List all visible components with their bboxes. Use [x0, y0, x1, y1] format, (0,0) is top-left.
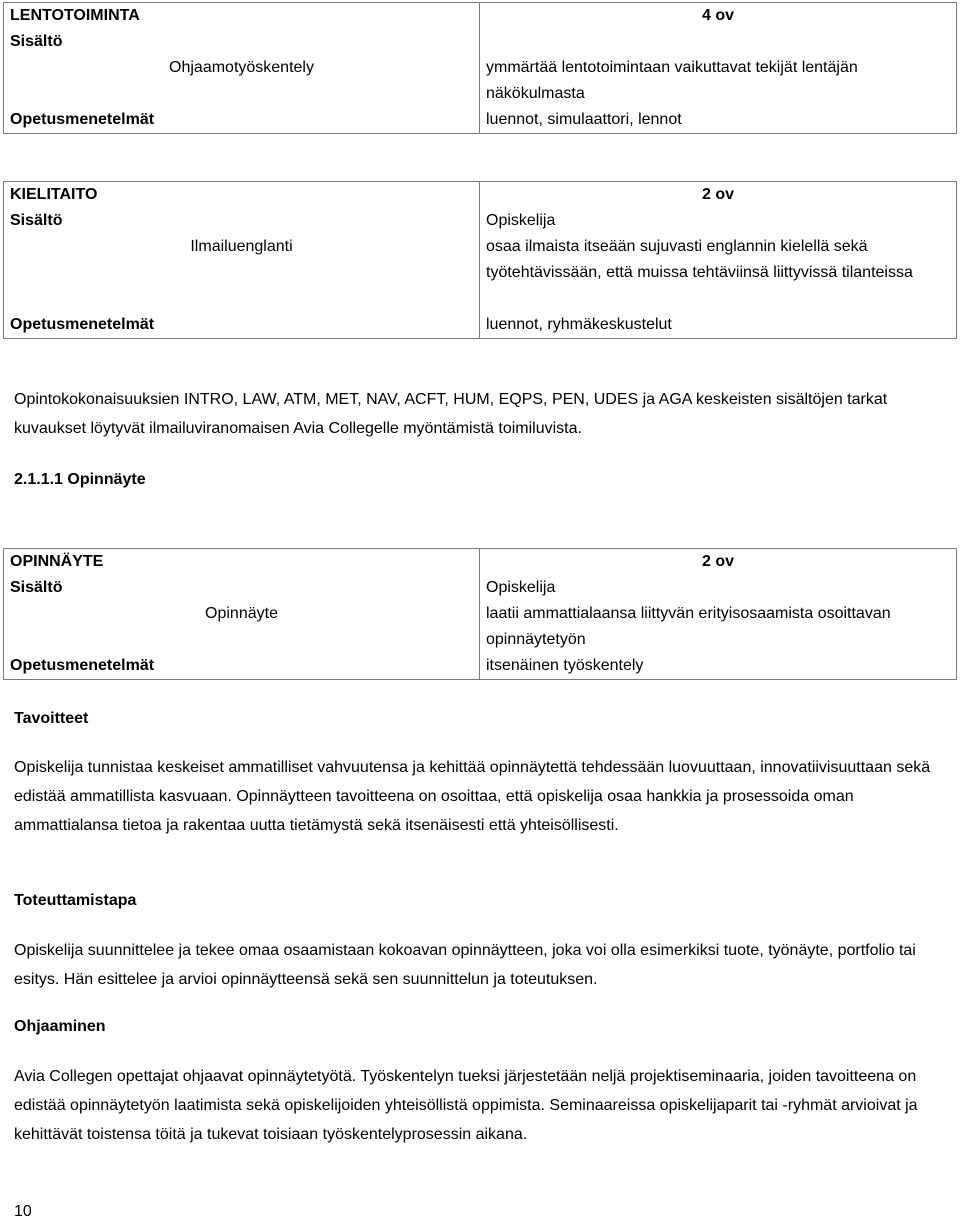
- credits-value: 2 ov: [701, 186, 734, 203]
- goals-heading: Tavoitteet: [14, 710, 89, 727]
- course-table-left-cell: [4, 182, 480, 339]
- goals-paragraph: Opiskelija tunnistaa keskeiset ammatilliset vahvuutensa ja kehittää opinnäytettä tehdessään luovuuttaan, innovatiivisuuttaan sekä edistää ammatillista kasvuaan. Opinnäytteen tavoitteena on osoittaa, että opiskelija osaa hankkia ja prosessoida oman ammattialansa tietoa ja rakentaa uutta tietämystä sekä itsenäisesti että yhteisöllisesti.: [14, 759, 931, 834]
- course-table-right-cell: [480, 3, 957, 134]
- methods-text: luennot, ryhmäkeskustelut: [486, 316, 672, 333]
- subject-name: Opinnäyte: [205, 605, 278, 622]
- methods-label: Opetusmenetelmät: [10, 316, 155, 333]
- content-text: ymmärtää lentotoimintaan vaikuttavat tekijät lentäjän näkökulmasta: [486, 59, 858, 102]
- methods-label: Opetusmenetelmät: [10, 657, 155, 674]
- student-label: Opiskelija: [486, 212, 556, 229]
- course-title: KIELITAITO: [10, 186, 98, 203]
- content-label: Sisältö: [10, 33, 63, 50]
- course-table-kielitaito: [3, 181, 957, 339]
- guidance-heading: Ohjaaminen: [14, 1018, 106, 1035]
- course-title: OPINNÄYTE: [10, 553, 104, 570]
- course-table-left-cell: [4, 549, 480, 680]
- page-number: 10: [14, 1203, 32, 1220]
- intro-paragraph: Opintokokonaisuuksien INTRO, LAW, ATM, MET, NAV, ACFT, HUM, EQPS, PEN, UDES ja AGA keskeisten sisältöjen tarkat kuvaukset löytyvät ilmailuviranomaisen Avia Collegelle myöntämistä toimiluvista.: [14, 391, 888, 437]
- content-label: Sisältö: [10, 212, 63, 229]
- methods-text: itsenäinen työskentely: [486, 657, 644, 674]
- content-text: osaa ilmaista itseään sujuvasti englannin kielellä sekä työtehtävissään, että muissa tehtäviinsä liittyvissä tilanteissa: [486, 238, 913, 281]
- course-title: LENTOTOIMINTA: [10, 7, 140, 24]
- credits-value: 4 ov: [701, 7, 734, 24]
- implementation-heading: Toteuttamistapa: [14, 892, 137, 909]
- course-table-right-cell: [480, 182, 957, 339]
- subject-name: Ilmailuenglanti: [190, 238, 293, 255]
- content-text: laatii ammattialaansa liittyvän erityisosaamista osoittavan opinnäytetyön: [486, 605, 891, 648]
- guidance-paragraph: Avia Collegen opettajat ohjaavat opinnäytetyötä. Työskentelyn tueksi järjestetään neljä projektiseminaaria, joiden tavoitteena on edistää opinnäytetyön laatimista sekä opiskelijoiden yhteisöllistä oppimista. Seminaareissa opiskelijaparit tai -ryhmät arvioivat ja kehittävät toistensa töitä ja tukevat toisiaan työskentelyprosessin aikana.: [14, 1068, 918, 1143]
- course-table-opinnayte: [3, 548, 957, 680]
- subject-name: Ohjaamotyöskentely: [169, 59, 314, 76]
- course-table-lentotoiminta: [3, 2, 957, 134]
- methods-label: Opetusmenetelmät: [10, 111, 155, 128]
- student-label: Opiskelija: [486, 579, 556, 596]
- section-heading: 2.1.1.1 Opinnäyte: [14, 471, 146, 488]
- implementation-paragraph: Opiskelija suunnittelee ja tekee omaa osaamistaan kokoavan opinnäytteen, joka voi olla esimerkiksi tuote, työnäyte, portfolio tai esitys. Hän esittelee ja arvioi opinnäytteensä sekä sen suunnittelun ja toteutuksen.: [14, 942, 916, 988]
- methods-text: luennot, simulaattori, lennot: [486, 111, 682, 128]
- course-table-right-cell: [480, 549, 957, 680]
- content-label: Sisältö: [10, 579, 63, 596]
- course-table-left-cell: [4, 3, 480, 134]
- blank-row: [486, 29, 950, 55]
- credits-value: 2 ov: [701, 553, 734, 570]
